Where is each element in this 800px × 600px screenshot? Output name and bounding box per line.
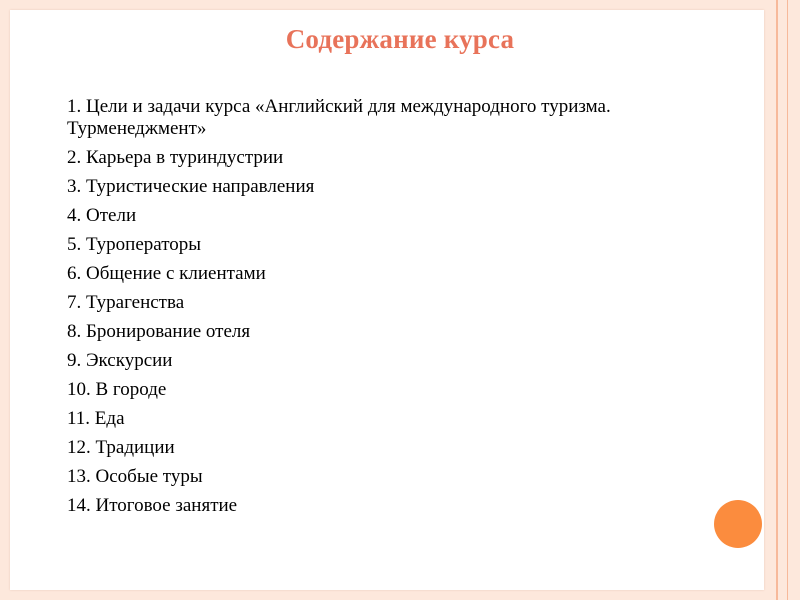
list-item-text: 5. Туроператоры [67, 234, 202, 255]
list-item [38, 321, 738, 343]
list-item [38, 176, 738, 198]
list-item-text: 6. Общение с клиентами [67, 263, 266, 284]
right-decor-line [776, 0, 778, 600]
list-item-text: 14. Итоговое занятие [67, 495, 238, 516]
list-item-text: 12. Традиции [67, 437, 175, 458]
list-item-text: 9. Экскурсии [67, 350, 173, 371]
list-item [38, 466, 738, 488]
list-item [38, 147, 738, 169]
list-item-text: 8. Бронирование отеля [67, 321, 251, 342]
course-contents-list [38, 96, 738, 524]
right-decor-band [764, 0, 800, 600]
list-item-text: 1. Цели и задачи курса «Английский для международного туризма. Турменеджмент» [67, 96, 611, 139]
decorative-circle [714, 500, 762, 548]
list-item [38, 263, 738, 285]
list-item [38, 495, 738, 517]
list-item [38, 205, 738, 227]
list-item [38, 350, 738, 372]
list-item-text: 7. Турагенства [67, 292, 185, 313]
list-item-text: 11. Еда [67, 408, 125, 429]
list-item [38, 437, 738, 459]
list-item [38, 379, 738, 401]
list-item [38, 234, 738, 256]
list-item [38, 408, 738, 430]
list-item-text: 4. Отели [67, 205, 137, 226]
right-decor-line [787, 0, 788, 600]
list-item-text: 13. Особые туры [67, 466, 203, 487]
slide-title: Содержание курса [285, 24, 515, 54]
list-item [38, 292, 738, 314]
list-item-text: 10. В городе [67, 379, 167, 400]
list-item-text: 3. Туристические направления [67, 176, 315, 197]
list-item [38, 96, 738, 140]
list-item-text: 2. Карьера в туриндустрии [67, 147, 284, 168]
